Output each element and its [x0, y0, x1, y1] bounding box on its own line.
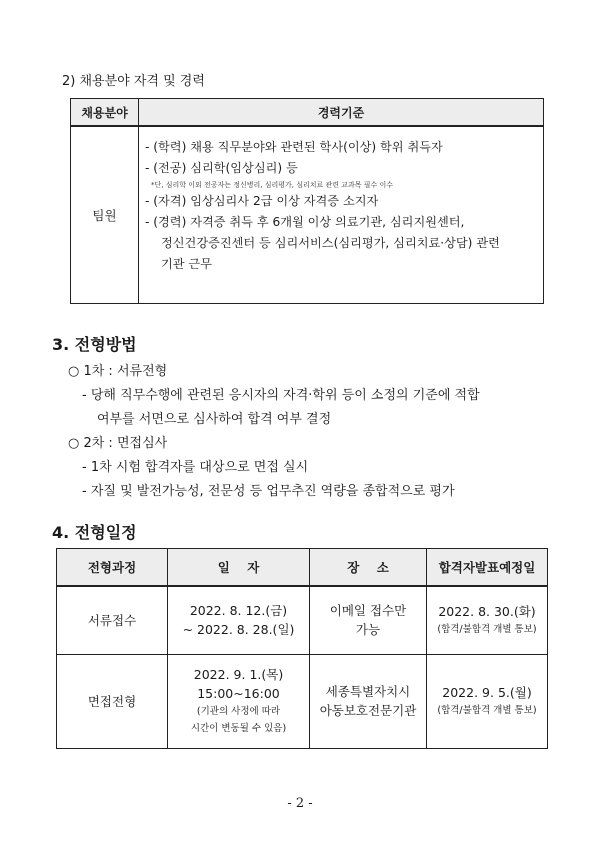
- place-line-1: 세종특별자치시: [325, 684, 411, 699]
- criteria-license: - (자격) 임상심리사 2급 이상 자격증 소지자: [145, 194, 379, 208]
- schedule-row-document: [57, 586, 548, 654]
- announce-date: 2022. 8. 30.(화): [438, 604, 536, 620]
- header-criteria: 경력기준: [139, 99, 544, 127]
- date-line-2: ~ 2022. 8. 28.(일): [182, 622, 295, 638]
- schedule-row-interview: [57, 654, 548, 748]
- date-note-2: 시간이 변동될 수 있음): [190, 723, 287, 734]
- second-round-detail-1: - 1차 시험 합격자를 대상으로 면접 실시: [82, 460, 309, 475]
- criteria-education: - (학력) 채용 직무분야와 관련된 학사(이상) 학위 취득자: [145, 140, 443, 154]
- second-round-detail-2: - 자질 및 발전가능성, 전문성 등 업무추진 역량을 종합적으로 평가: [82, 484, 455, 499]
- schedule-table: [56, 548, 548, 749]
- announce-date: 2022. 9. 5.(월): [442, 685, 532, 700]
- qualification-table: [70, 98, 544, 304]
- stage-cell: 면접전형: [57, 654, 168, 748]
- second-round-label: ○ 2차 : 면접심사: [68, 436, 168, 451]
- date-note-1: (기관의 사정에 따라: [196, 706, 281, 717]
- announce-cell: [427, 586, 548, 654]
- criteria-career: - (경력) 자격증 취득 후 6개월 이상 의료기관, 심리지원센터,: [145, 215, 465, 229]
- schedule-title: 4. 전형일정: [52, 523, 137, 542]
- announce-note: (합격/불합격 개별 통보): [437, 624, 537, 636]
- date-cell: [168, 586, 310, 654]
- criteria-major: - (전공) 심리학(임상심리) 등: [145, 161, 298, 175]
- date-line-1: 2022. 9. 1.(목): [193, 667, 284, 682]
- criteria-career-cont-2: 기관 근무: [161, 257, 212, 271]
- first-round-detail-2: 여부를 서면으로 심사하여 합격 여부 결정: [97, 412, 332, 427]
- first-round-label: ○ 1차 : 서류전형: [68, 364, 168, 379]
- header-field: 채용분야: [71, 99, 139, 127]
- place-line-2: 아동보호전문기관: [319, 703, 417, 718]
- selection-method-title: 3. 전형방법: [52, 335, 137, 354]
- qualification-row: [71, 126, 544, 304]
- role-cell: 팀원: [71, 126, 139, 304]
- place-cell: [310, 586, 427, 654]
- stage-cell: 서류접수: [57, 586, 168, 654]
- header-date: 일 자: [168, 549, 310, 587]
- place-line-1: 이메일 접수만: [329, 603, 407, 619]
- header-stage: 전형과정: [57, 549, 168, 587]
- date-cell: [168, 654, 310, 748]
- place-cell: [310, 654, 427, 748]
- header-place: 장 소: [310, 549, 427, 587]
- page-number: - 2 -: [287, 796, 313, 811]
- criteria-cell: [139, 126, 544, 304]
- qualification-subheading: 2) 채용분야 자격 및 경력: [62, 74, 205, 89]
- date-line-1: 2022. 8. 12.(금): [189, 603, 288, 619]
- announce-cell: [427, 654, 548, 748]
- criteria-career-cont-1: 정신건강증진센터 등 심리서비스(심리평가, 심리치료·상담) 관련: [161, 236, 500, 250]
- first-round-detail-1: - 당해 직무수행에 관련된 응시자의 자격·학위 등이 소정의 기준에 적합: [82, 388, 480, 403]
- announce-note: (합격/불합격 개별 통보): [437, 705, 537, 716]
- place-line-2: 가능: [355, 622, 381, 638]
- criteria-major-note: *단, 심리학 이외 전공자는 정신병리, 심리평가, 심리치료 관련 교과목 필수 이수: [151, 181, 394, 189]
- date-line-2: 15:00~16:00: [197, 686, 280, 701]
- qualification-table-header: [71, 99, 544, 127]
- header-announce: 합격자발표예정일: [427, 549, 548, 587]
- schedule-table-header: [57, 549, 548, 587]
